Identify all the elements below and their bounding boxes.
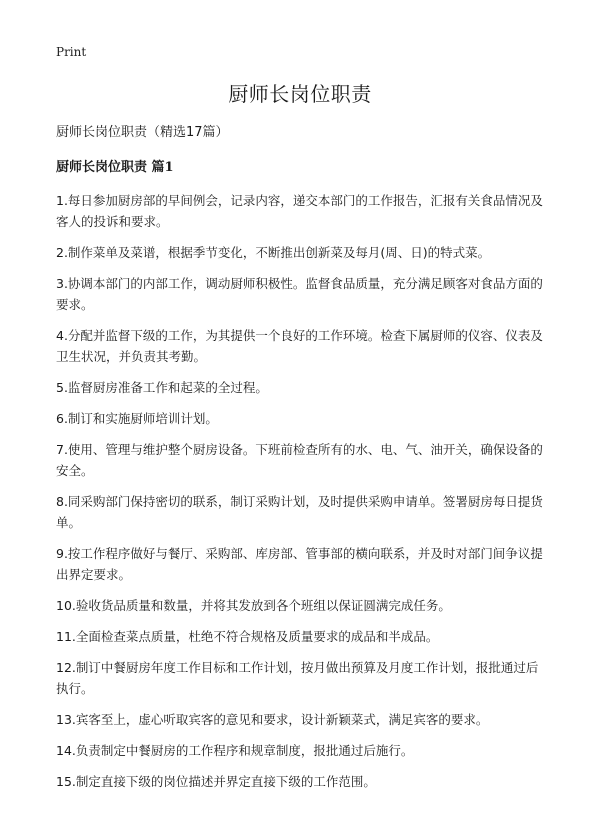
list-item: 13.宾客至上，虚心听取宾客的意见和要求，设计新颖菜式，满足宾客的要求。 <box>56 712 489 727</box>
list-item: 10.验收货品质量和数量，并将其发放到各个班组以保证圆满完成任务。 <box>56 598 451 613</box>
list-item: 11.全面检查菜点质量，杜绝不符合规格及质量要求的成品和半成品。 <box>56 629 439 644</box>
list-item: 15.制定直接下级的岗位描述并界定直接下级的工作范围。 <box>56 774 376 789</box>
list-item: 12.制订中餐厨房年度工作目标和工作计划，按月做出预算及月度工作计划，报批通过后执行。 <box>56 660 539 696</box>
list-item: 4.分配并监督下级的工作，为其提供一个良好的工作环境。检查下属厨师的仪容、仪表及卫生状况，并负责其考勤。 <box>56 328 543 364</box>
page-title: 厨师长岗位职责 <box>228 82 372 106</box>
print-link[interactable]: Print <box>56 45 87 59</box>
document-subtitle: 厨师长岗位职责（精选17篇） <box>56 125 229 140</box>
list-item: 6.制订和实施厨师培训计划。 <box>56 411 218 426</box>
list-item: 9.按工作程序做好与餐厅、采购部、库房部、管事部的横向联系，并及时对部门间争议提出界定要求。 <box>56 546 543 582</box>
list-item: 7.使用、管理与维护整个厨房设备。下班前检查所有的水、电、气、油开关，确保设备的安全。 <box>56 442 543 478</box>
list-item: 3.协调本部门的内部工作，调动厨师积极性。监督食品质量，充分满足顾客对食品方面的要求。 <box>56 276 543 312</box>
list-item: 2.制作菜单及菜谱，根据季节变化，不断推出创新菜及每月(周、日)的特式菜。 <box>56 245 491 260</box>
list-item: 8.同采购部门保持密切的联系，制订采购计划，及时提供采购申请单。签署厨房每日提货单。 <box>56 494 543 530</box>
list-item: 1.每日参加厨房部的早间例会，记录内容，递交本部门的工作报告，汇报有关食品情况及客人的投诉和要求。 <box>56 193 543 229</box>
list-item: 14.负责制定中餐厨房的工作程序和规章制度，报批通过后施行。 <box>56 743 414 758</box>
list-item: 5.监督厨房准备工作和起菜的全过程。 <box>56 380 268 395</box>
duty-list <box>56 190 544 792</box>
section-heading: 厨师长岗位职责 篇1 <box>56 160 174 175</box>
